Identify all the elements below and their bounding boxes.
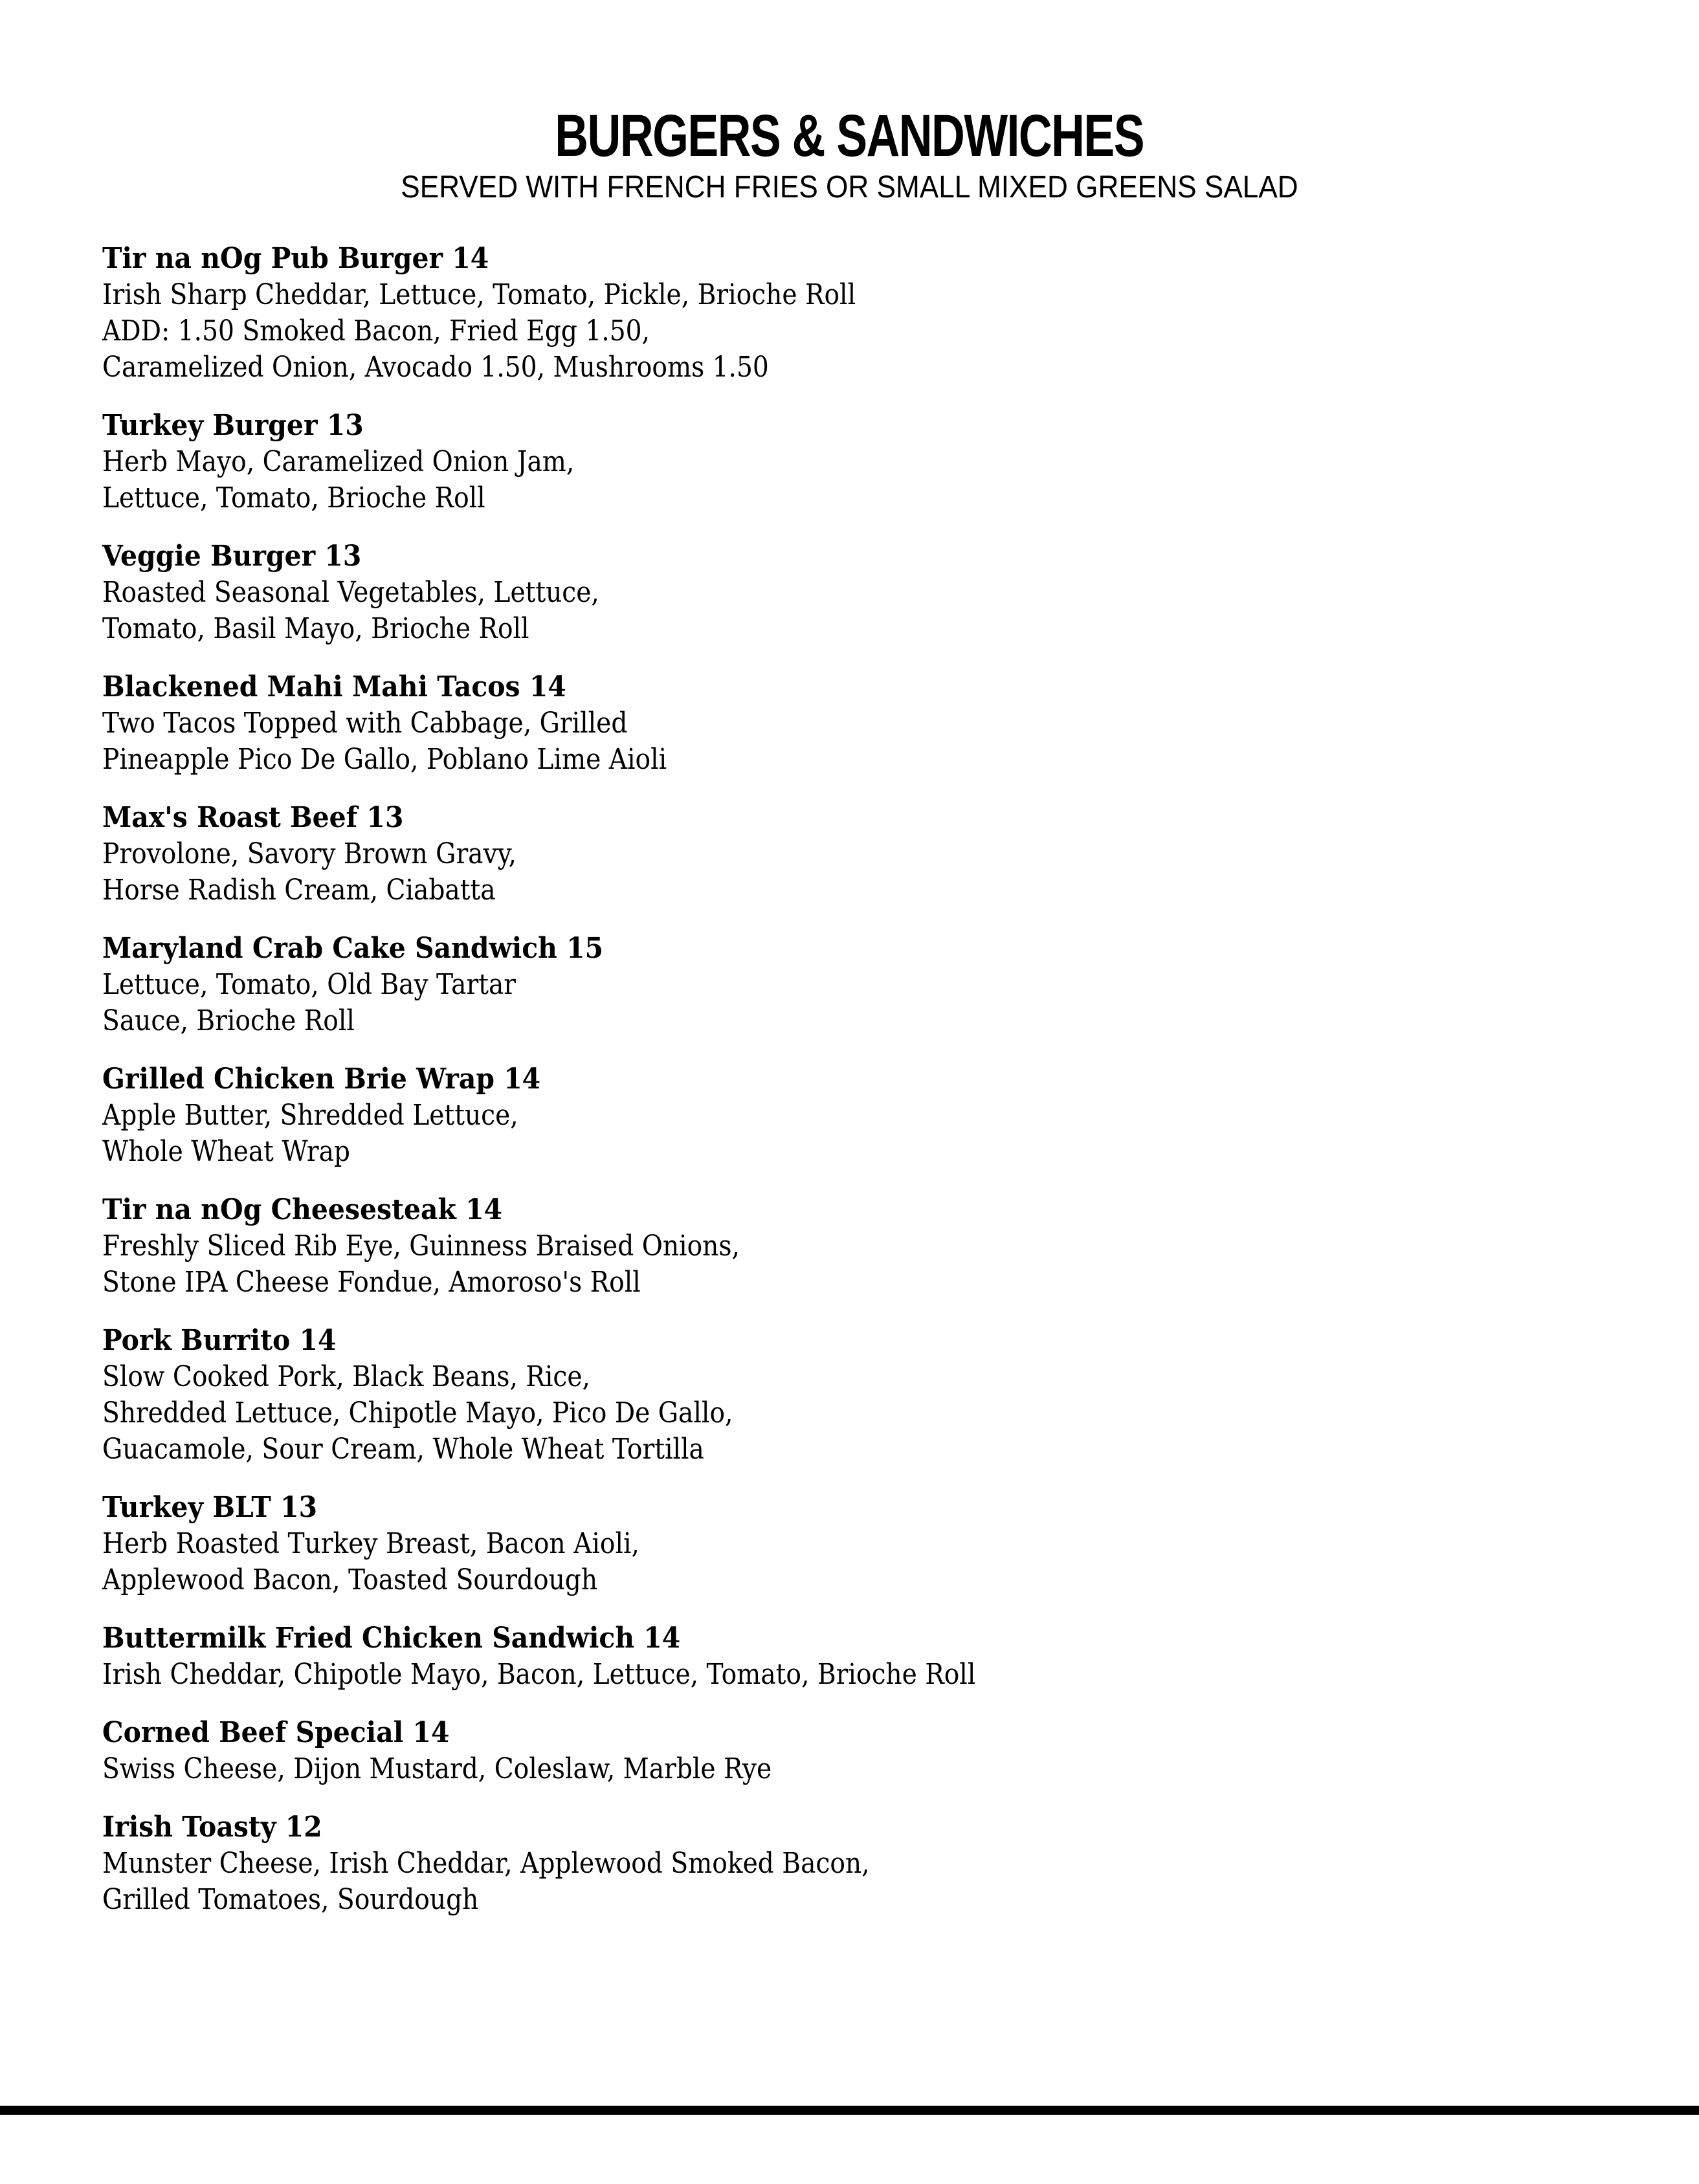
menu-header — [0, 104, 1699, 207]
menu-item-description: Lettuce, Tomato, Old Bay Tartar — [102, 968, 516, 1001]
menu-item-description: Applewood Bacon, Toasted Sourdough — [102, 1563, 598, 1596]
menu-item-name: Turkey BLT 13 — [102, 1491, 318, 1524]
menu-item-description: Sauce, Brioche Roll — [102, 1004, 355, 1037]
menu-item — [102, 1809, 1591, 1918]
menu-item-description: Horse Radish Cream, Ciabatta — [102, 874, 496, 907]
menu-item — [102, 1192, 1591, 1301]
menu-item-description: Roasted Seasonal Vegetables, Lettuce, — [102, 576, 599, 609]
menu-item — [102, 669, 1591, 778]
menu-item-list — [102, 241, 1591, 1940]
menu-item — [102, 1061, 1591, 1170]
menu-item-name: Grilled Chicken Brie Wrap 14 — [102, 1063, 541, 1096]
menu-item-description: Grilled Tomatoes, Sourdough — [102, 1883, 479, 1916]
menu-item — [102, 1323, 1591, 1468]
menu-item-description: Whole Wheat Wrap — [102, 1135, 351, 1168]
menu-item-description: Apple Butter, Shredded Lettuce, — [102, 1099, 518, 1132]
menu-item-name: Tir na nOg Cheesesteak 14 — [102, 1193, 503, 1226]
menu-item-name: Pork Burrito 14 — [102, 1324, 337, 1357]
menu-item-name: Buttermilk Fried Chicken Sandwich 14 — [102, 1622, 681, 1655]
menu-item — [102, 241, 1591, 386]
menu-item-description: Caramelized Onion, Avocado 1.50, Mushrooms 1.50 — [102, 351, 769, 384]
menu-item — [102, 931, 1591, 1039]
menu-item-name: Veggie Burger 13 — [102, 540, 362, 573]
menu-item-description: Slow Cooked Pork, Black Beans, Rice, — [102, 1360, 590, 1393]
menu-item-description: ADD: 1.50 Smoked Bacon, Fried Egg 1.50, — [102, 314, 650, 347]
footer-divider — [0, 2106, 1699, 2115]
menu-item — [102, 538, 1591, 647]
menu-item-name: Irish Toasty 12 — [102, 1811, 322, 1844]
section-title: BURGERS & SANDWICHES — [555, 103, 1144, 169]
menu-item-description: Guacamole, Sour Cream, Whole Wheat Tortilla — [102, 1433, 704, 1466]
menu-item-description: Freshly Sliced Rib Eye, Guinness Braised Onions, — [102, 1230, 740, 1263]
menu-item — [102, 800, 1591, 909]
menu-item — [102, 1715, 1591, 1787]
menu-item-description: Tomato, Basil Mayo, Brioche Roll — [102, 612, 529, 645]
menu-item-name: Maryland Crab Cake Sandwich 15 — [102, 932, 604, 965]
menu-item — [102, 408, 1591, 516]
menu-item-name: Corned Beef Special 14 — [102, 1716, 450, 1749]
menu-item-name: Blackened Mahi Mahi Tacos 14 — [102, 670, 566, 703]
menu-item-name: Max's Roast Beef 13 — [102, 801, 404, 834]
menu-item-description: Pineapple Pico De Gallo, Poblano Lime Aioli — [102, 743, 667, 776]
menu-item-description: Swiss Cheese, Dijon Mustard, Coleslaw, Marble Rye — [102, 1752, 772, 1785]
menu-item-description: Lettuce, Tomato, Brioche Roll — [102, 481, 485, 514]
menu-item-description: Munster Cheese, Irish Cheddar, Applewood Smoked Bacon, — [102, 1847, 870, 1880]
menu-item-description: Two Tacos Topped with Cabbage, Grilled — [102, 707, 628, 740]
menu-item — [102, 1490, 1591, 1598]
menu-item-description: Irish Sharp Cheddar, Lettuce, Tomato, Pickle, Brioche Roll — [102, 278, 856, 311]
menu-item-description: Irish Cheddar, Chipotle Mayo, Bacon, Lettuce, Tomato, Brioche Roll — [102, 1658, 976, 1691]
menu-item-name: Tir na nOg Pub Burger 14 — [102, 242, 489, 275]
menu-item-description: Shredded Lettuce, Chipotle Mayo, Pico De Gallo, — [102, 1396, 733, 1429]
menu-item-description: Provolone, Savory Brown Gravy, — [102, 837, 517, 870]
menu-item-name: Turkey Burger 13 — [102, 409, 364, 442]
menu-item-description: Herb Roasted Turkey Breast, Bacon Aioli, — [102, 1527, 639, 1560]
section-subtitle: SERVED WITH FRENCH FRIES OR SMALL MIXED GREENS SALAD — [401, 170, 1298, 204]
menu-item-description: Herb Mayo, Caramelized Onion Jam, — [102, 445, 575, 478]
menu-item-description: Stone IPA Cheese Fondue, Amoroso's Roll — [102, 1266, 641, 1299]
menu-item — [102, 1620, 1591, 1693]
